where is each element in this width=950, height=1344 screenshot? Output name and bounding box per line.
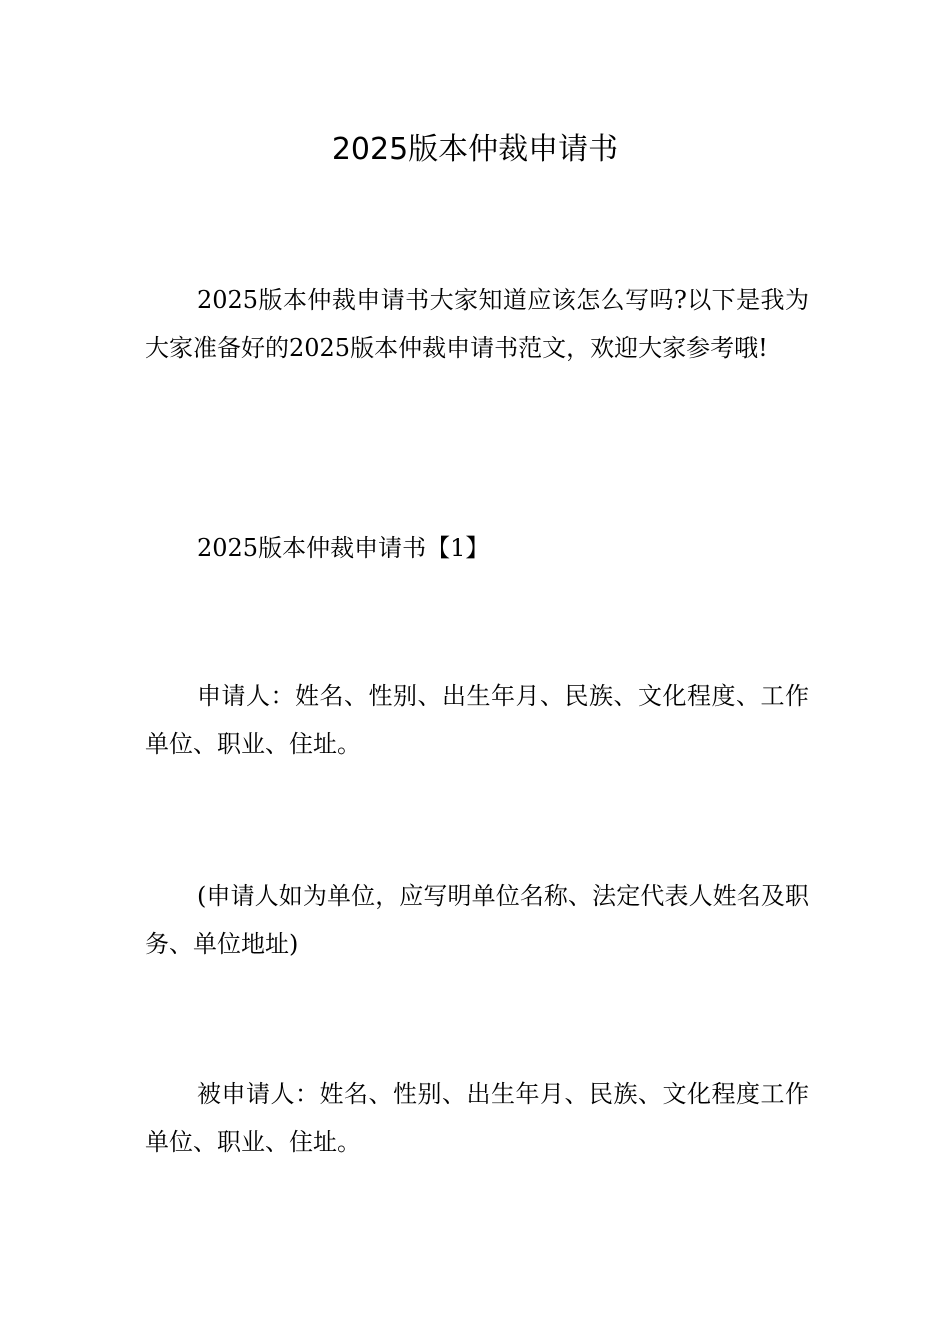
respondent-paragraph: 被申请人：姓名、性别、出生年月、民族、文化程度工作单位、职业、住址。 [145,1080,809,1156]
document-title: 2025版本仲裁申请书 [331,132,619,167]
applicant-paragraph: 申请人：姓名、性别、出生年月、民族、文化程度、工作单位、职业、住址。 [145,682,809,758]
intro-paragraph: 2025版本仲裁申请书大家知道应该怎么写吗?以下是我为大家准备好的2025版本仲裁申请书范文，欢迎大家参考哦! [145,286,809,362]
applicant-note-paragraph: (申请人如为单位，应写明单位名称、法定代表人姓名及职务、单位地址) [145,882,809,958]
section-heading: 2025版本仲裁申请书【1】 [197,534,490,562]
